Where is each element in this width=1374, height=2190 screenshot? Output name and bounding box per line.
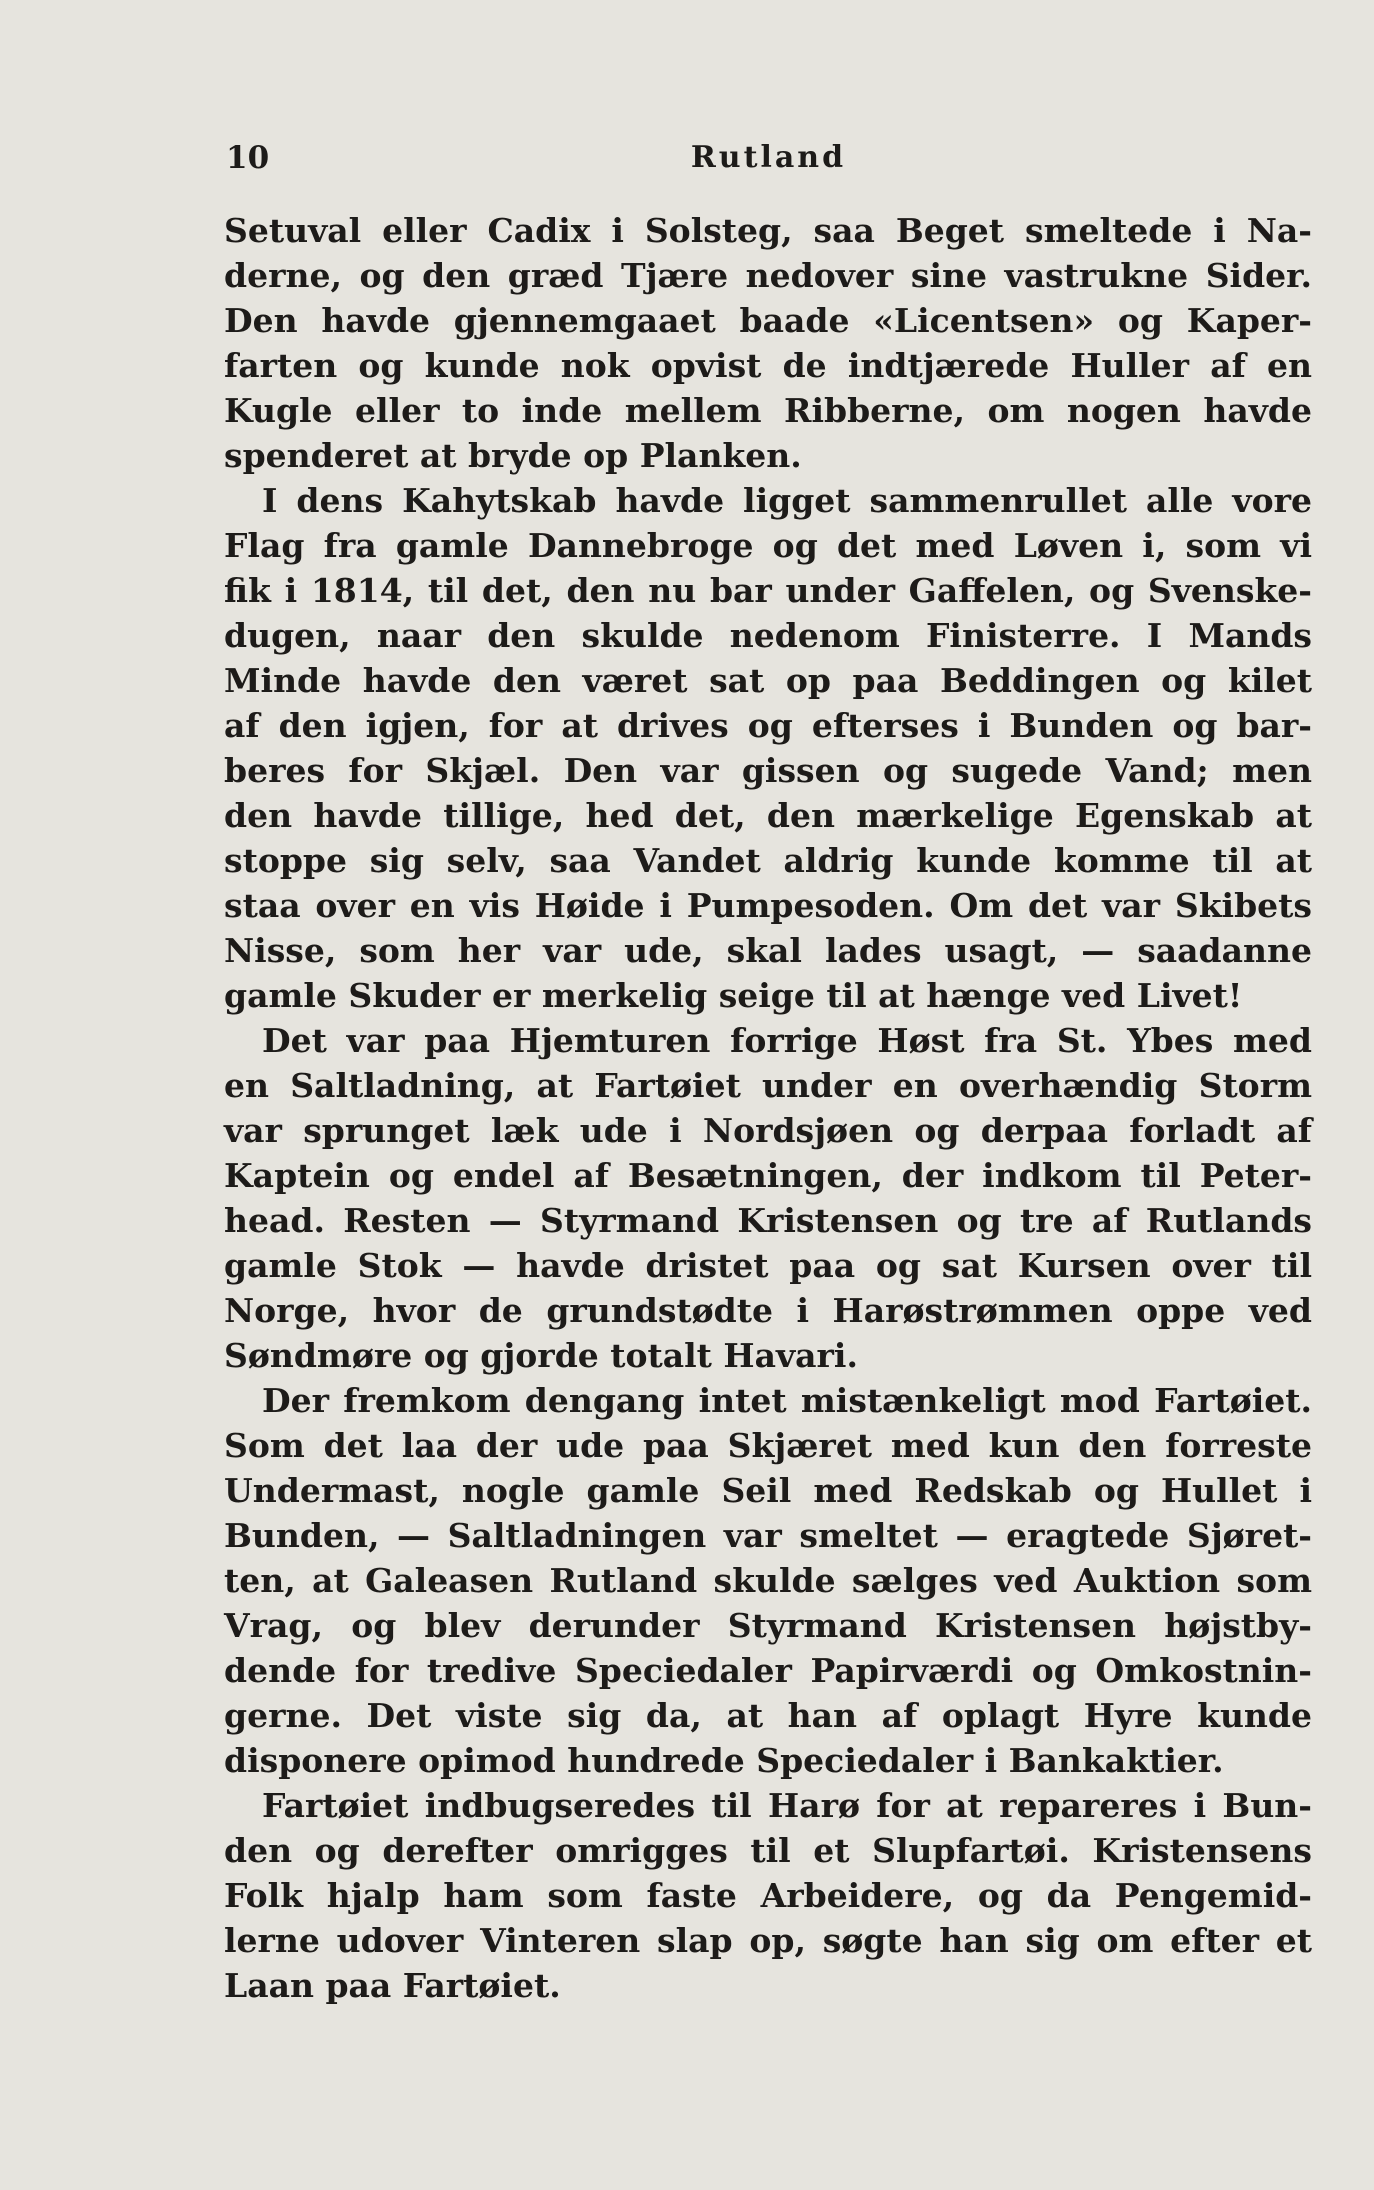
text-line: Søndmøre og gjorde totalt Havari. <box>224 1336 858 1375</box>
text-line: staa over en vis Høide i Pumpesoden. Om det var Skibets <box>224 886 1312 925</box>
text-line: Kugle eller to inde mellem Ribberne, om nogen havde <box>224 391 1312 430</box>
text-line: den og derefter omrigges til et Slupfartøi. Kristensens <box>224 1831 1312 1870</box>
text-line: Vrag, og blev derunder Styrmand Kristensen højstby- <box>224 1606 1312 1645</box>
text-line: Undermast, nogle gamle Seil med Redskab og Hullet i <box>224 1471 1312 1510</box>
text-line: ten, at Galeasen Rutland skulde sælges ved Auktion som <box>224 1561 1312 1600</box>
text-line: gamle Skuder er merkelig seige til at hænge ved Livet! <box>224 976 1243 1015</box>
text-line: spenderet at bryde op Planken. <box>224 436 802 475</box>
running-title: Rutland <box>690 140 847 175</box>
text-line: af den igjen, for at drives og efterses i Bunden og bar- <box>224 706 1312 745</box>
text-line: stoppe sig selv, saa Vandet aldrig kunde komme til at <box>224 841 1312 880</box>
body-text <box>224 208 1312 2008</box>
text-line: beres for Skjæl. Den var gissen og sugede Vand; men <box>224 751 1312 790</box>
text-line: Kaptein og endel af Besætningen, der indkom til Peter- <box>224 1156 1312 1195</box>
text-line: Bunden, — Saltladningen var smeltet — eragtede Sjøret- <box>224 1516 1312 1555</box>
text-line: Setuval eller Cadix i Solsteg, saa Beget smeltede i Na- <box>224 211 1312 250</box>
text-line: derne, og den græd Tjære nedover sine vastrukne Sider. <box>224 256 1312 295</box>
text-line: gerne. Det viste sig da, at han af oplagt Hyre kunde <box>224 1696 1312 1735</box>
page-number: 10 <box>226 140 270 176</box>
text-line: var sprunget læk ude i Nordsjøen og derpaa forladt af <box>224 1111 1312 1150</box>
text-line: Norge, hvor de grundstødte i Harøstrømmen oppe ved <box>224 1291 1312 1330</box>
text-line: head. Resten — Styrmand Kristensen og tre af Rutlands <box>224 1201 1312 1240</box>
text-line: Det var paa Hjemturen forrige Høst fra St. Ybes med <box>262 1021 1312 1060</box>
text-line: disponere opimod hundrede Speciedaler i Bankaktier. <box>224 1741 1224 1780</box>
text-line: lerne udover Vinteren slap op, søgte han sig om efter et <box>224 1921 1312 1960</box>
text-line: dugen, naar den skulde nedenom Finisterre. I Mands <box>224 616 1312 655</box>
text-line: Fartøiet indbugseredes til Harø for at repareres i Bun- <box>262 1786 1312 1825</box>
page-header <box>226 140 1311 190</box>
text-line: gamle Stok — havde dristet paa og sat Kursen over til <box>224 1246 1312 1285</box>
text-line: Den havde gjennemgaaet baade «Licentsen» og Kaper- <box>224 301 1312 340</box>
text-line: den havde tillige, hed det, den mærkelige Egenskab at <box>224 796 1312 835</box>
text-line: Flag fra gamle Dannebroge og det med Løven i, som vi <box>224 526 1312 565</box>
text-line: Folk hjalp ham som faste Arbeidere, og da Pengemid- <box>224 1876 1312 1915</box>
text-line: fik i 1814, til det, den nu bar under Gaffelen, og Svenske- <box>224 571 1312 610</box>
text-line: Nisse, som her var ude, skal lades usagt, — saadanne <box>224 931 1312 970</box>
text-line: en Saltladning, at Fartøiet under en overhændig Storm <box>224 1066 1312 1105</box>
text-line: dende for tredive Speciedaler Papirværdi og Omkostnin- <box>224 1651 1312 1690</box>
text-line: Som det laa der ude paa Skjæret med kun den forreste <box>224 1426 1312 1465</box>
text-line: Minde havde den været sat op paa Beddingen og kilet <box>224 661 1312 700</box>
text-line: Der fremkom dengang intet mistænkeligt mod Fartøiet. <box>262 1381 1312 1420</box>
text-line: farten og kunde nok opvist de indtjærede Huller af en <box>224 346 1312 385</box>
text-line: Laan paa Fartøiet. <box>224 1966 561 2005</box>
text-line: I dens Kahytskab havde ligget sammenrullet alle vore <box>262 481 1312 520</box>
